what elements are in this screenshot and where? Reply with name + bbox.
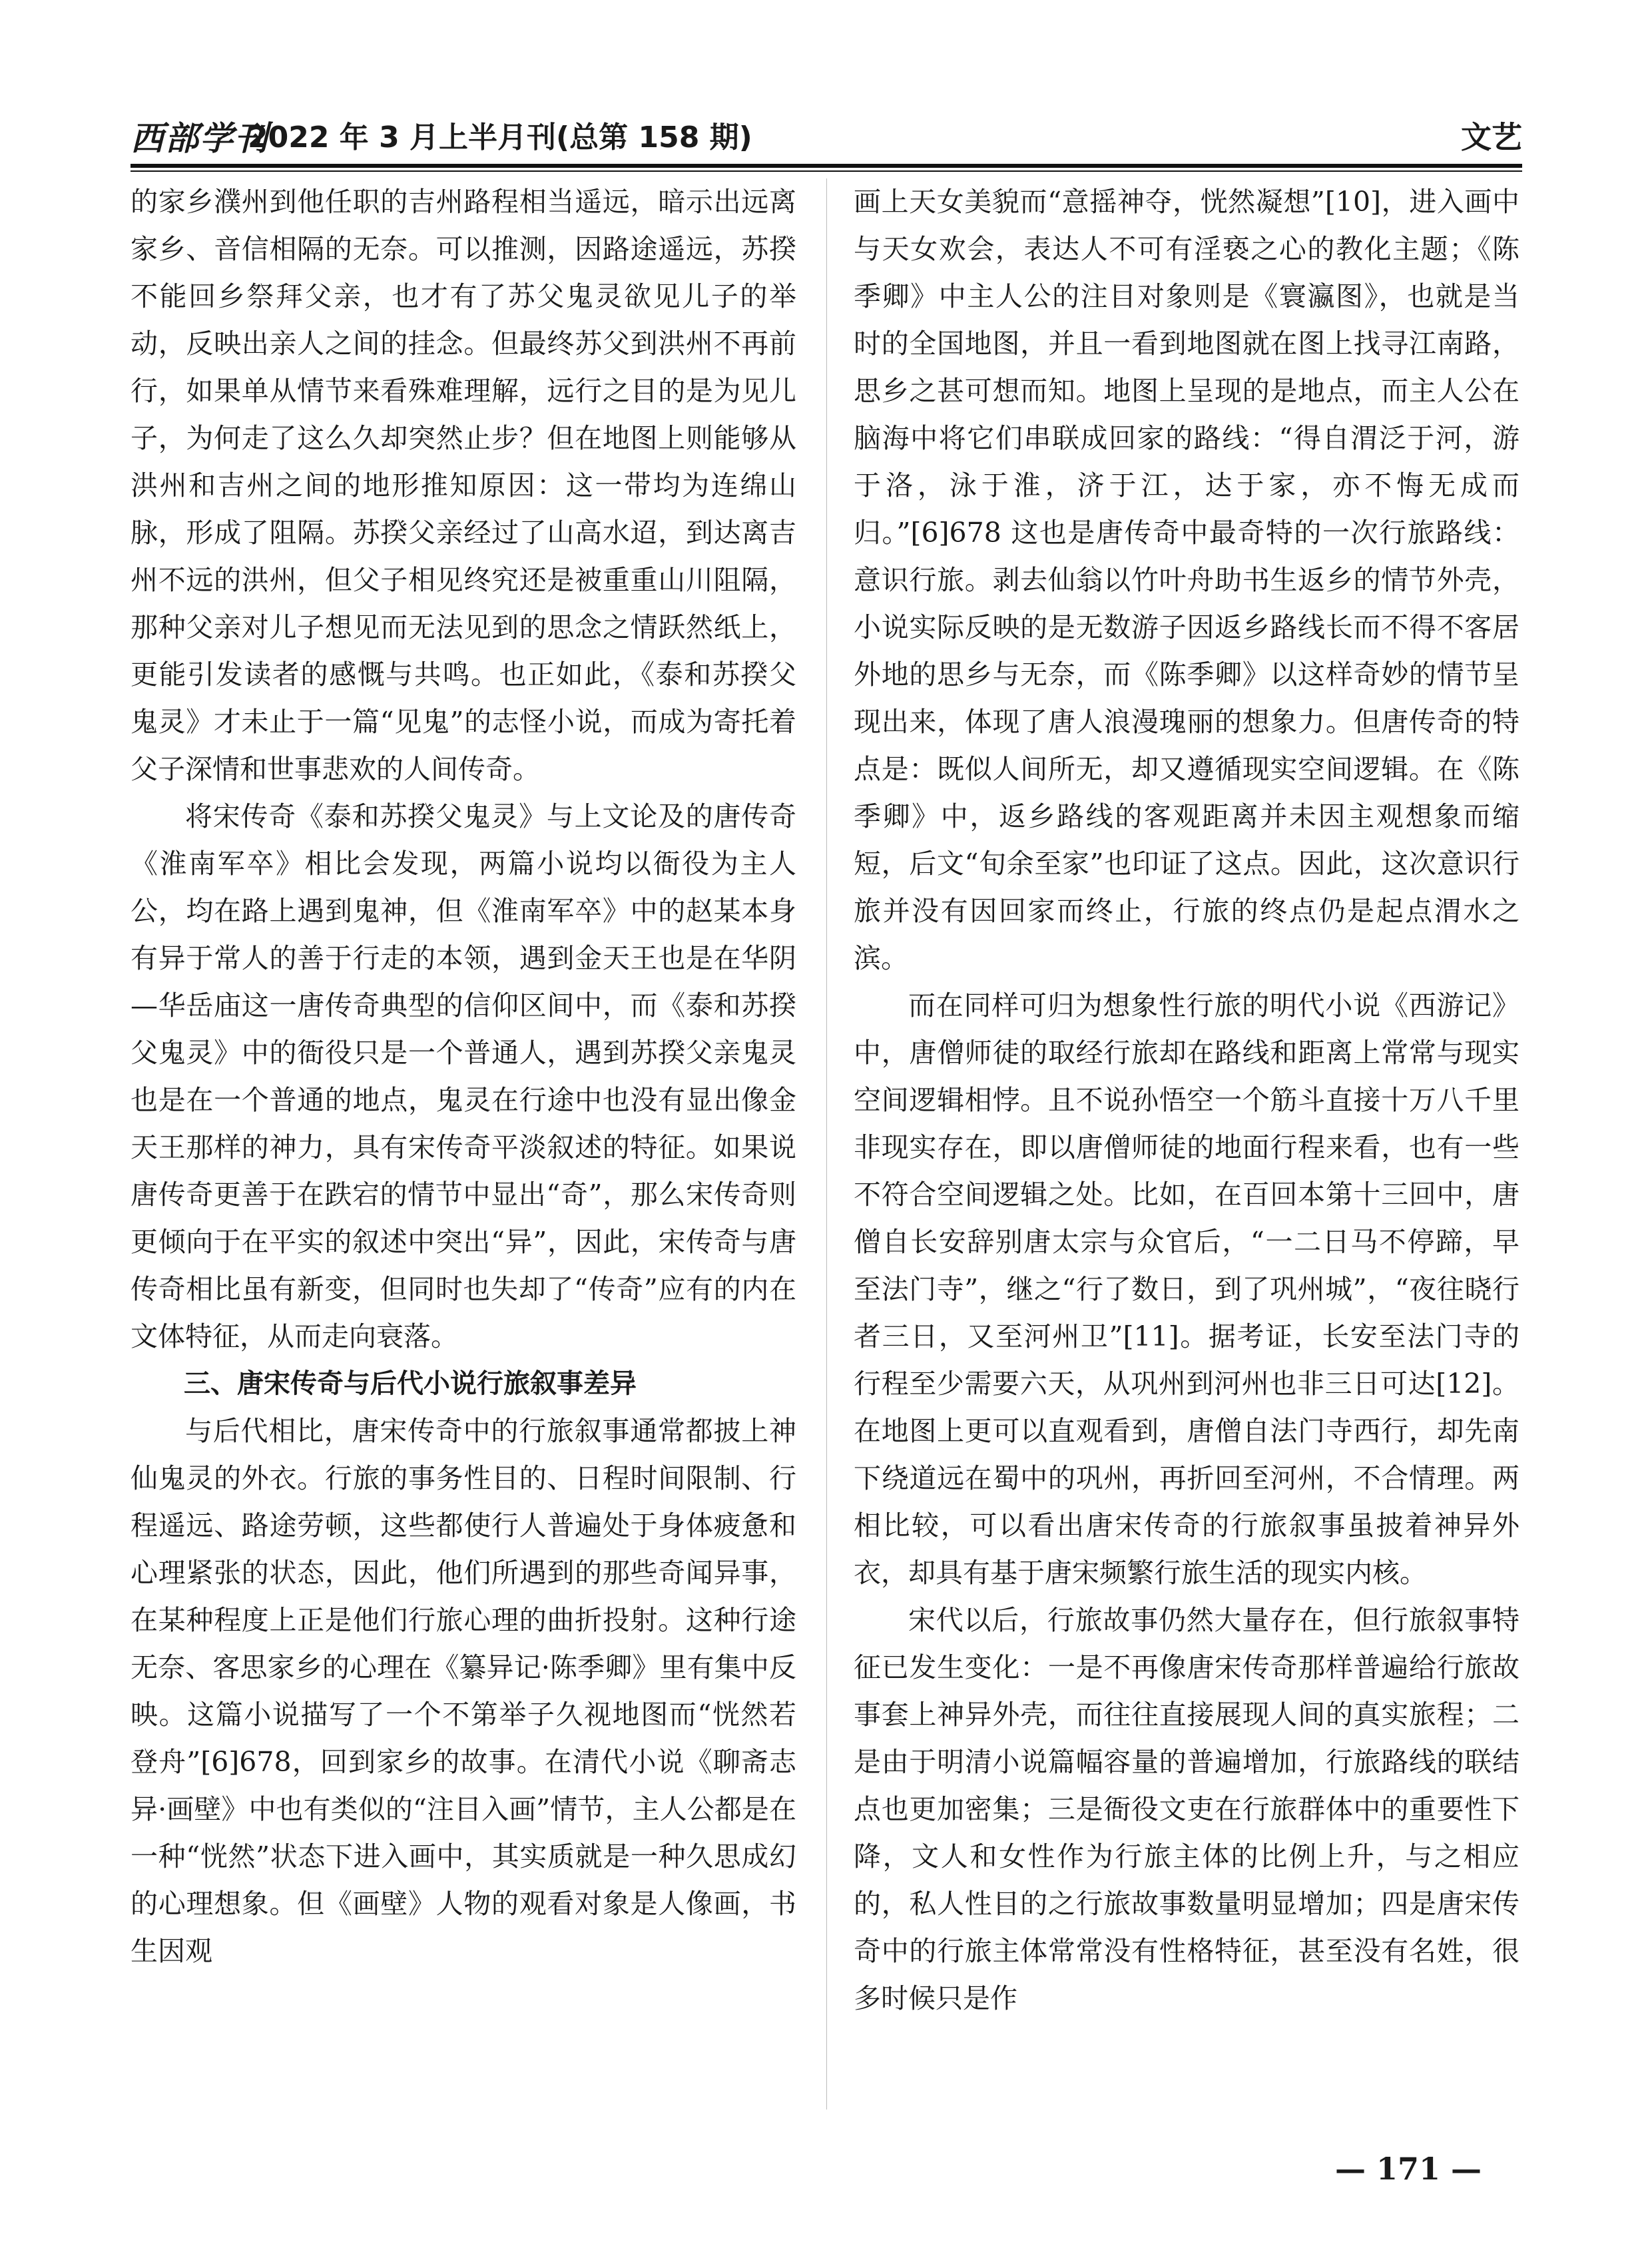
section-label: 文艺 <box>1461 119 1522 155</box>
page-number: — 171 — <box>1334 2151 1482 2187</box>
header-rule-thin <box>131 170 1522 172</box>
journal-logo: 西部学刊 <box>131 119 269 158</box>
paragraph: 宋代以后，行旅故事仍然大量存在，但行旅叙事特征已发生变化：一是不再像唐宋传奇那样普遍给行旅故事套上神异外壳，而往往直接展现人间的真实旅程；二是由于明清小说篇幅容量的普遍增加，行旅路线的联结点也更加密集；三是衙役文吏在行旅群体中的重要性下降，文人和女性作为行旅主体的比例上升，与之相应的，私人性目的之行旅故事数量明显增加；四是唐宋传奇中的行旅主体常常没有性格特征，甚至没有名姓，很多时候只是作 <box>854 1604 1519 2014</box>
right-column <box>854 178 1519 2129</box>
paragraph: 而在同样可归为想象性行旅的明代小说《西游记》中，唐僧师徒的取经行旅却在路线和距离上常常与现实空间逻辑相悖。且不说孙悟空一个筋斗直接十万八千里非现实存在，即以唐僧师徒的地面行程来看，也有一些不符合空间逻辑之处。比如，在百回本第十三回中，唐僧自长安辞别唐太宗与众官后，“一二日马不停蹄，早至法门寺”，继之“行了数日，到了巩州城”，“夜往晓行者三日，又至河州卫”[11]。据考证，长安至法门寺的行程至少需要六天，从巩州到河州也非三日可达[12]。在地图上更可以直观看到，唐僧自法门寺西行，却先南下绕道远在蜀中的巩州，再折回至河州，不合情理。两相比较，可以看出唐宋传奇的行旅叙事虽披着神异外衣，却具有基于唐宋频繁行旅生活的现实内核。 <box>854 989 1519 1589</box>
paragraph: 画上天女美貌而“意摇神夺，恍然凝想”[10]，进入画中与天女欢会，表达人不可有淫亵之心的教化主题；《陈季卿》中主人公的注目对象则是《寰瀛图》，也就是当时的全国地图，并且一看到地图就在图上找寻江南路，思乡之甚可想而知。地图上呈现的是地点，而主人公在脑海中将它们串联成回家的路线：“得自渭泛于河，游于洛，泳于淮，济于江，达于家，亦不悔无成而归。”[6]678 这也是唐传奇中最奇特的一次行旅路线：意识行旅。剥去仙翁以竹叶舟助书生返乡的情节外壳，小说实际反映的是无数游子因返乡路线长而不得不客居外地的思乡与无奈，而《陈季卿》以这样奇妙的情节呈现出来，体现了唐人浪漫瑰丽的想象力。但唐传奇的特点是：既似人间所无，却又遵循现实空间逻辑。在《陈季卿》中，返乡路线的客观距离并未因主观想象而缩短，后文“旬余至家”也印证了这点。因此，这次意识行旅并没有因回家而终止，行旅的终点仍是起点渭水之滨。 <box>854 186 1519 974</box>
column-divider <box>826 178 827 2109</box>
paragraph: 的家乡濮州到他任职的吉州路程相当遥远，暗示出远离家乡、音信相隔的无奈。可以推测，因路途遥远，苏揆不能回乡祭拜父亲，也才有了苏父鬼灵欲见儿子的举动，反映出亲人之间的挂念。但最终苏父到洪州不再前行，如果单从情节来看殊难理解，远行之目的是为见儿子，为何走了这么久却突然止步？但在地图上则能够从洪州和吉州之间的地形推知原因：这一带均为连绵山脉，形成了阻隔。苏揆父亲经过了山高水迢，到达离吉州不远的洪州，但父子相见终究还是被重重山川阻隔，那种父亲对儿子想见而无法见到的思念之情跃然纸上，更能引发读者的感慨与共鸣。也正如此，《泰和苏揆父鬼灵》才未止于一篇“见鬼”的志怪小说，而成为寄托着父子深情和世事悲欢的人间传奇。 <box>131 186 796 785</box>
left-column <box>131 178 796 2129</box>
issue-info: 2022 年 3 月上半月刊(总第 158 期) <box>248 121 752 154</box>
section-heading: 三、唐宋传奇与后代小说行旅叙事差异 <box>184 1368 637 1399</box>
paragraph: 将宋传奇《泰和苏揆父鬼灵》与上文论及的唐传奇《淮南军卒》相比会发现，两篇小说均以衙役为主人公，均在路上遇到鬼神，但《淮南军卒》中的赵某本身有异于常人的善于行走的本领，遇到金天王也是在华阴—华岳庙这一唐传奇典型的信仰区间中，而《泰和苏揆父鬼灵》中的衙役只是一个普通人，遇到苏揆父亲鬼灵也是在一个普通的地点，鬼灵在行途中也没有显出像金天王那样的神力，具有宋传奇平淡叙述的特征。如果说唐传奇更善于在跌宕的情节中显出“奇”，那么宋传奇则更倾向于在平实的叙述中突出“异”，因此，宋传奇与唐传奇相比虽有新变，但同时也失却了“传奇”应有的内在文体特征，从而走向衰落。 <box>131 800 796 1352</box>
header-rule-thick <box>131 164 1522 168</box>
paragraph: 与后代相比，唐宋传奇中的行旅叙事通常都披上神仙鬼灵的外衣。行旅的事务性目的、日程时间限制、行程遥远、路途劳顿，这些都使行人普遍处于身体疲惫和心理紧张的状态，因此，他们所遇到的那些奇闻异事，在某种程度上正是他们行旅心理的曲折投射。这种行途无奈、客思家乡的心理在《纂异记·陈季卿》里有集中反映。这篇小说描写了一个不第举子久视地图而“恍然若登舟”[6]678，回到家乡的故事。在清代小说《聊斋志异·画壁》中也有类似的“注目入画”情节，主人公都是在一种“恍然”状态下进入画中，其实质就是一种久思成幻的心理想象。但《画壁》人物的观看对象是人像画，书生因观 <box>131 1415 796 1967</box>
running-header <box>131 112 1522 158</box>
